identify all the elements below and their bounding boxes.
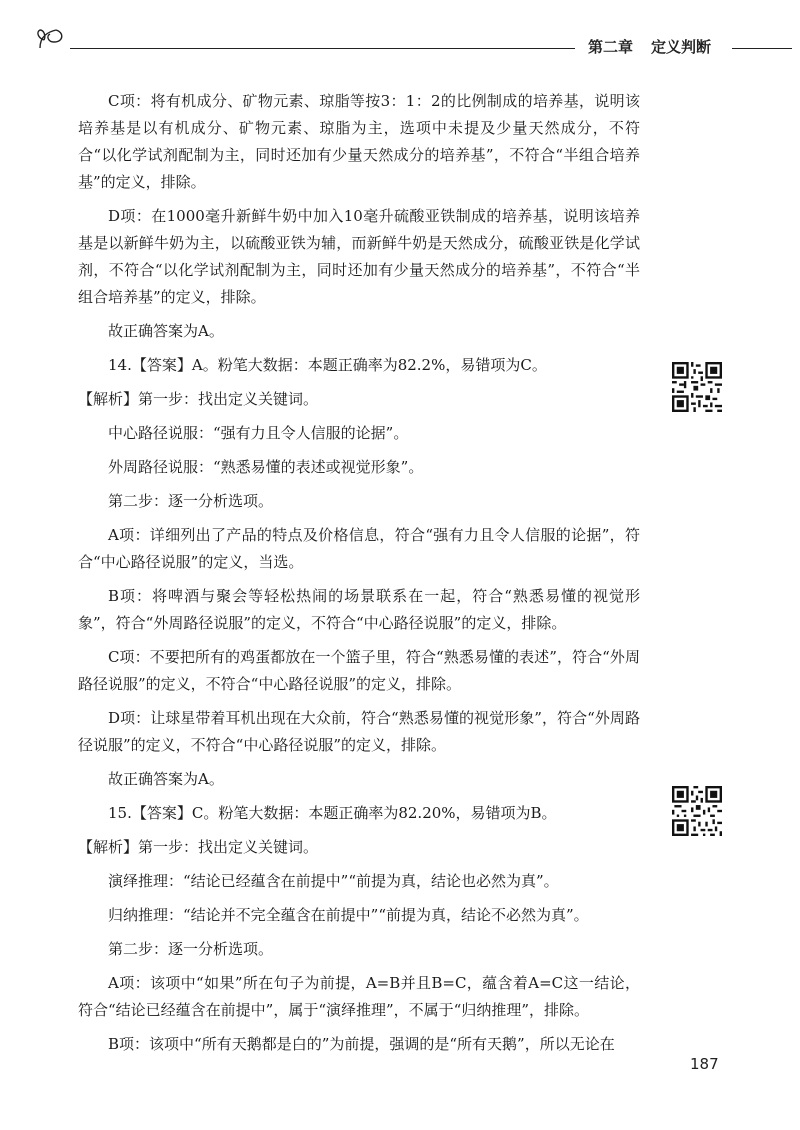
paragraph-step-two-15: 第二步：逐一分析选项。 (108, 940, 274, 958)
paragraph-analysis-15: 【解析】第一步：找出定义关键词。 (78, 838, 319, 856)
paragraph-conclusion-14: 故正确答案为A。 (108, 770, 224, 788)
paragraph-c-option: C项：将有机成分、矿物元素、琼脂等按3：1：2的比例制成的培养基，说明该培养基是以有机成分、矿物元素、琼脂为主，选项中未提及少量天然成分，不符合“以化学试剂配制为主，同时还加有少量天然成分的培养基”，不符合“半组合培养基”的定义，排除。 (78, 92, 640, 191)
paragraph-c-option-14: C项：不要把所有的鸡蛋都放在一个篮子里，符合“熟悉易懂的表述”，符合“外周路径说服”的定义，不符合“中心路径说服”的定义，排除。 (78, 648, 640, 693)
page-header (0, 0, 800, 70)
paragraph-definition-deductive: 演绎推理：“结论已经蕴含在前提中”“前提为真，结论也必然为真”。 (108, 872, 559, 890)
paragraph-conclusion-13: 故正确答案为A。 (108, 322, 224, 340)
page-number: 187 (690, 1055, 719, 1073)
paragraph-step-two-14: 第二步：逐一分析选项。 (108, 492, 274, 510)
header-rule-left (70, 48, 575, 49)
paragraph-definition-central: 中心路径说服：“强有力且令人信服的论据”。 (108, 424, 409, 442)
qr-code-icon[interactable] (672, 362, 722, 412)
sprout-icon (34, 26, 68, 52)
paragraph-answer-14: 14.【答案】A。粉笔大数据：本题正确率为82.2%，易错项为C。 (108, 356, 547, 374)
header-rule-right (732, 48, 792, 49)
paragraph-a-option-14: A项：详细列出了产品的特点及价格信息，符合“强有力且令人信服的论据”，符合“中心路径说服”的定义，当选。 (78, 526, 640, 571)
section-label: 定义判断 (651, 38, 712, 56)
page-body (78, 88, 640, 1065)
chapter-heading (588, 36, 711, 57)
paragraph-definition-peripheral: 外周路径说服：“熟悉易懂的表述或视觉形象”。 (108, 458, 424, 476)
paragraph-d-option-14: D项：让球星带着耳机出现在大众前，符合“熟悉易懂的视觉形象”，符合“外周路径说服”的定义，不符合“中心路径说服”的定义，排除。 (78, 709, 640, 754)
paragraph-a-option-15: A项：该项中“如果”所在句子为前提，A=B并且B=C，蕴含着A=C这一结论，符合“结论已经蕴含在前提中”，属于“演绎推理”，不属于“归纳推理”，排除。 (78, 974, 640, 1019)
chapter-label: 第二章 (588, 38, 634, 56)
paragraph-analysis-14: 【解析】第一步：找出定义关键词。 (78, 390, 319, 408)
paragraph-definition-inductive: 归纳推理：“结论并不完全蕴含在前提中”“前提为真，结论不必然为真”。 (108, 906, 589, 924)
qr-code-icon[interactable] (672, 786, 722, 836)
paragraph-b-option-14: B项：将啤酒与聚会等轻松热闹的场景联系在一起，符合“熟悉易懂的视觉形象”，符合“外周路径说服”的定义，不符合“中心路径说服”的定义，排除。 (78, 587, 640, 632)
paragraph-b-option-15: B项：该项中“所有天鹅都是白的”为前提，强调的是“所有天鹅”，所以无论在 (108, 1035, 615, 1053)
paragraph-d-option: D项：在1000毫升新鲜牛奶中加入10毫升硫酸亚铁制成的培养基，说明该培养基是以新鲜牛奶为主，以硫酸亚铁为辅，而新鲜牛奶是天然成分，硫酸亚铁是化学试剂，不符合“以化学试剂配制为主，同时还加有少量天然成分的培养基”，不符合“半组合培养基”的定义，排除。 (78, 207, 640, 306)
paragraph-answer-15: 15.【答案】C。粉笔大数据：本题正确率为82.20%，易错项为B。 (108, 804, 557, 822)
